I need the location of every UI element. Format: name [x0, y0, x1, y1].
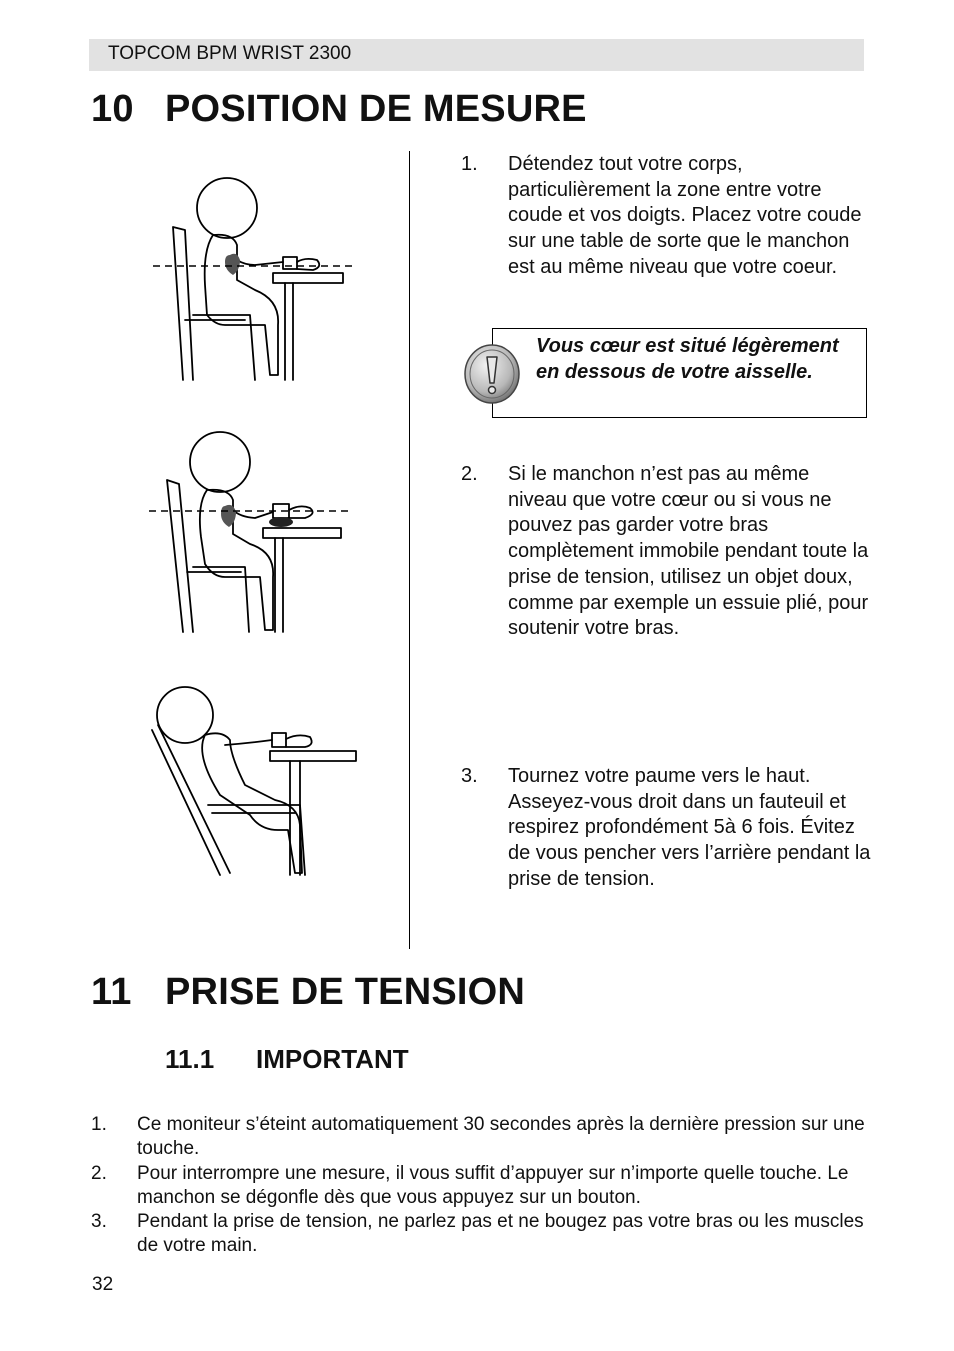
section-11-number: 11 [91, 971, 132, 1013]
list-item [91, 1210, 871, 1259]
section-10-heading [91, 87, 587, 131]
important-list [91, 1113, 871, 1259]
step-2 [461, 462, 871, 642]
header-title: TOPCOM BPM WRIST 2300 [108, 43, 352, 64]
section-11-title: PRISE DE TENSION [165, 971, 526, 1013]
section-11-1-title: IMPORTANT [256, 1044, 409, 1074]
column-divider [409, 151, 410, 949]
step-2-number: 2. [461, 463, 478, 485]
section-11-1-number: 11.1 [165, 1044, 215, 1074]
list-item-text: Pendant la prise de tension, ne parlez pas et ne bougez pas votre bras ou les muscles de votre main. [137, 1211, 864, 1257]
section-10-title: POSITION DE MESURE [165, 88, 587, 130]
section-11-1-heading [165, 1043, 409, 1075]
section-10-number: 10 [91, 88, 134, 130]
page-number: 32 [92, 1274, 114, 1295]
list-item [91, 1162, 871, 1211]
exclamation-warning-icon [463, 343, 521, 405]
step-1-text: Détendez tout votre corps, particulièrement la zone entre votre coude et vos doigts. Placez votre coude sur une table de sorte que le manchon est au même niveau que votre coeur. [508, 153, 862, 278]
reclined-posture-illustration-3 [150, 685, 360, 880]
seated-posture-illustration-1 [145, 175, 365, 390]
step-3 [461, 764, 871, 893]
list-item-text: Pour interrompre une mesure, il vous suffit d’appuyer sur n’importe quelle touche. Le manchon se dégonfle dès que vous appuyez sur un bouton. [137, 1162, 849, 1208]
list-item-number: 1. [91, 1114, 107, 1135]
note-text: Vous cœur est situé légèrement en dessous de votre aisselle. [536, 335, 839, 383]
section-11-heading [91, 970, 525, 1014]
step-2-text: Si le manchon n’est pas au même niveau que votre cœur ou si vous ne pouvez pas garder votre bras complètement immobile pendant toute la prise de tension, utilisez un objet doux, comme par exemple un essuie plié, pour soutenir votre bras. [508, 463, 869, 640]
list-item-text: Ce moniteur s’éteint automatiquement 30 secondes après la dernière pression sur une touche. [137, 1114, 865, 1160]
step-3-number: 3. [461, 765, 478, 787]
list-item-number: 3. [91, 1211, 107, 1233]
step-1 [461, 152, 871, 281]
list-item-number: 2. [91, 1162, 107, 1184]
list-item [91, 1113, 871, 1162]
seated-posture-illustration-2 [145, 432, 365, 642]
step-3-text: Tournez votre paume vers le haut. Asseyez-vous droit dans un fauteuil et respirez profondément 5à 6 fois. Évitez de vous pencher vers l’arrière pendant la prise de tension. [508, 765, 871, 890]
step-1-number: 1. [461, 153, 478, 175]
